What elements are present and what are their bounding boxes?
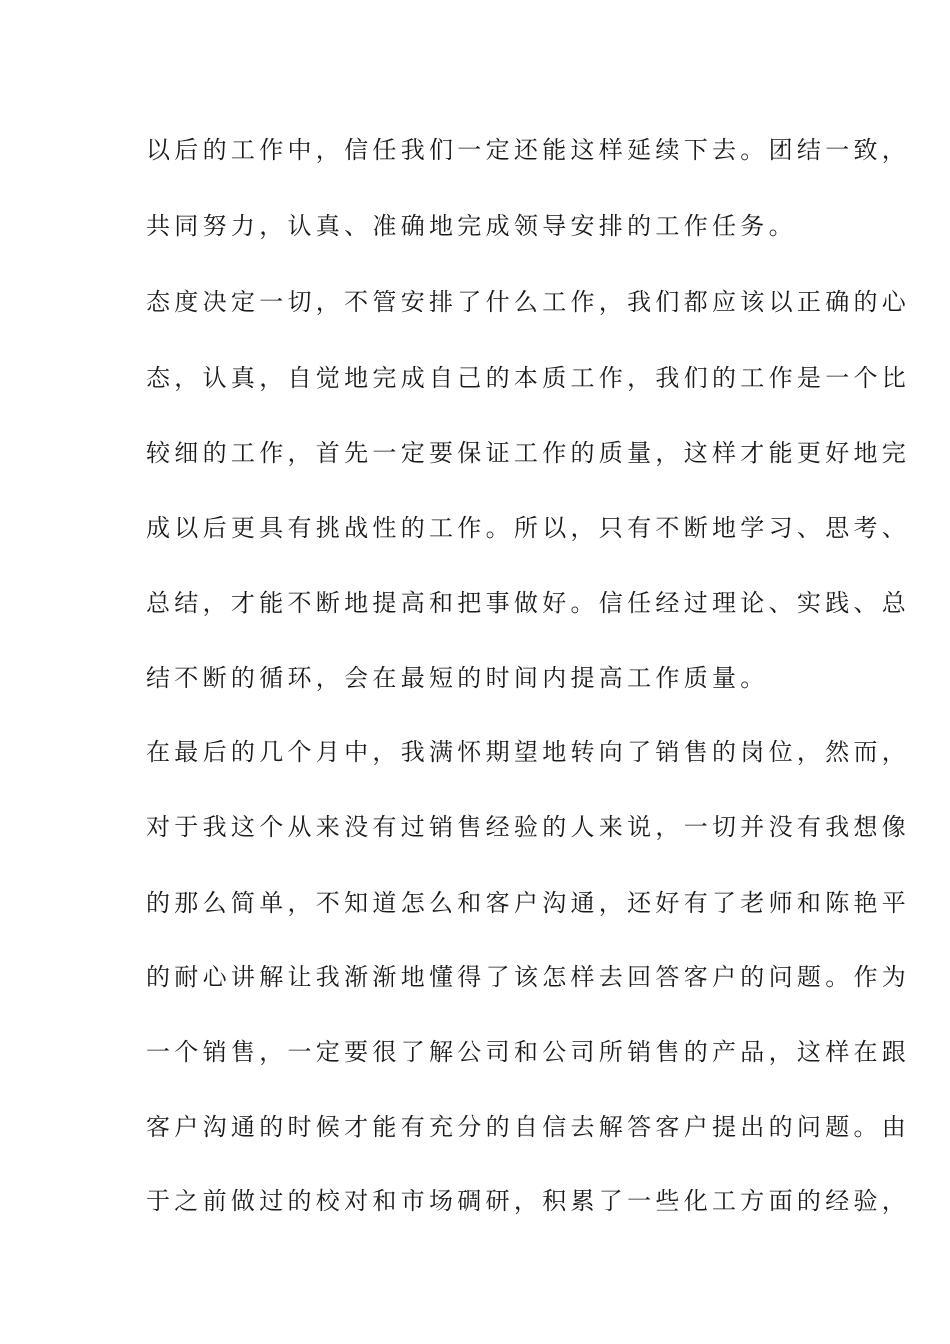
text-line: 结不断的循环，会在最短的时间内提高工作质量。	[146, 664, 769, 692]
text-line: 以后的工作中，信任我们一定还能这样延续下去。团结一致，	[146, 136, 911, 164]
text-line: 于之前做过的校对和市场碉研，积累了一些化工方面的经验，	[146, 1187, 911, 1215]
text-line: 成以后更具有挑战性的工作。所以，只有不断地学习、思考、	[146, 514, 911, 542]
text-line: 态度决定一切，不管安排了什么工作，我们都应该以正确的心	[146, 288, 911, 316]
text-line: 的耐心讲解让我渐渐地懂得了该怎样去回答客户的问题。作为	[146, 963, 911, 991]
text-line: 对于我这个从来没有过销售经验的人来说，一切并没有我想像	[146, 813, 911, 841]
text-line: 客户沟通的时候才能有充分的自信去解答客户提出的问题。由	[146, 1113, 911, 1141]
text-line: 总结，才能不断地提高和把事做好。信任经过理论、实践、总	[146, 589, 911, 617]
text-line: 在最后的几个月中，我满怀期望地转向了销售的岗位，然而，	[146, 738, 911, 766]
text-line: 较细的工作，首先一定要保证工作的质量，这样才能更好地完	[146, 439, 911, 467]
text-line: 的那么简单，不知道怎么和客户沟通，还好有了老师和陈艳平	[146, 889, 911, 917]
text-line: 态，认真，自觉地完成自己的本质工作，我们的工作是一个比	[146, 364, 911, 392]
text-line: 一个销售，一定要很了解公司和公司所销售的产品，这样在跟	[146, 1038, 911, 1066]
text-line: 共同努力，认真、准确地完成领导安排的工作任务。	[146, 212, 797, 240]
